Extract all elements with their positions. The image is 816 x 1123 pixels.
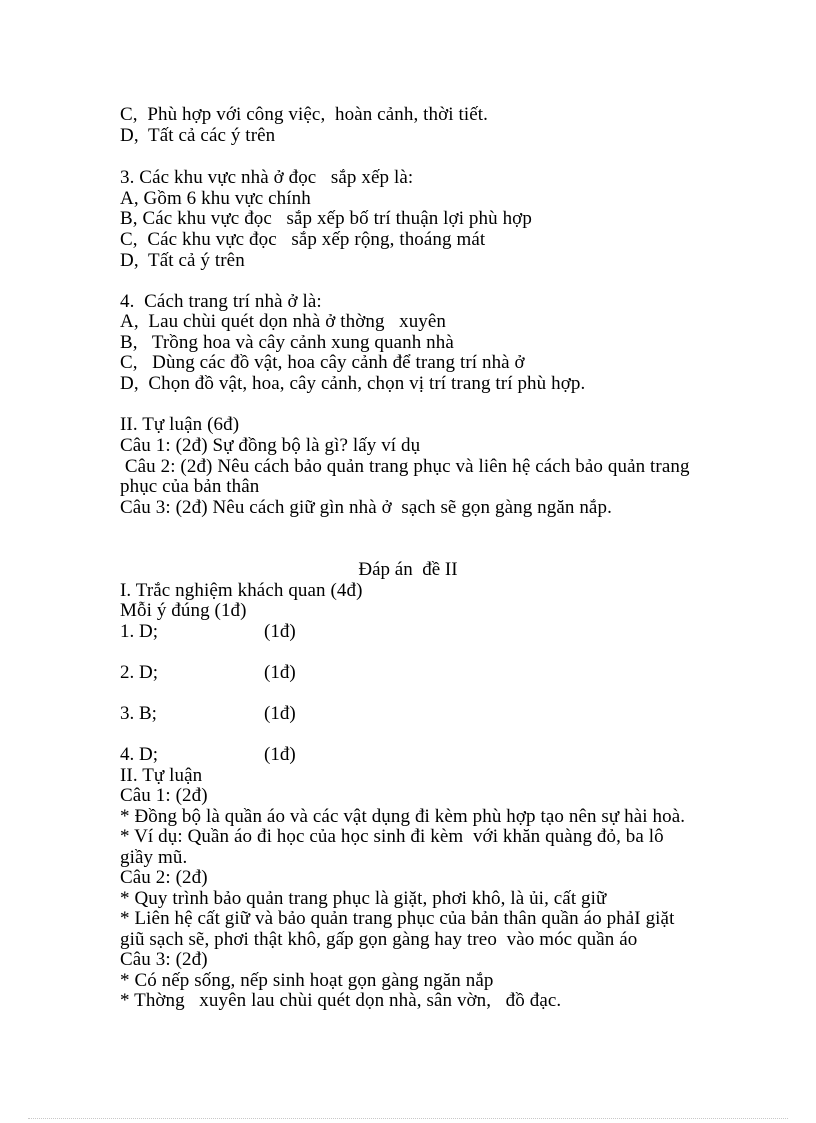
option-c-previous-question: C, Phù hợp với công việc, hoàn cảnh, thời tiết. — [120, 104, 489, 125]
answer-essay-line: * Liên hệ cất giữ và bảo quản trang phục của bản thân quần áo phảI giặt — [120, 908, 675, 929]
answer-essay-line: * Đồng bộ là quần áo và các vật dụng đi kèm phù hợp tạo nên sự hài hoà. — [120, 806, 686, 827]
essay-question-2-continued: phục của bản thân — [120, 476, 260, 497]
answer-2-score: (1đ) — [264, 662, 296, 683]
answer-essay-line: * Thờng xuyên lau chùi quét dọn nhà, sân vờn, đồ đạc. — [120, 990, 562, 1011]
question-4-option-d: D, Chọn đồ vật, hoa, cây cảnh, chọn vị trí trang trí phù hợp. — [120, 373, 586, 394]
option-d-previous-question: D, Tất cả các ý trên — [120, 125, 276, 146]
answer-key-title: Đáp án đề II — [358, 559, 458, 580]
question-4-option-a: A, Lau chùi quét dọn nhà ở thờng xuyên — [120, 311, 447, 332]
answer-3-number: 3. B; — [120, 703, 157, 724]
question-3-option-d: D, Tất cả ý trên — [120, 250, 245, 271]
objective-heading: I. Trắc nghiệm khách quan (4đ) — [120, 580, 363, 601]
question-3-stem: 3. Các khu vực nhà ở đọc sắp xếp là: — [120, 167, 414, 188]
answer-essay-line: Câu 1: (2đ) — [120, 785, 208, 806]
answer-essay-line: * Ví dụ: Quần áo đi học của học sinh đi kèm với khăn quàng đỏ, ba lô — [120, 826, 664, 847]
answer-3-score: (1đ) — [264, 703, 296, 724]
answer-essay-line: * Có nếp sống, nếp sinh hoạt gọn gàng ngăn nắp — [120, 970, 494, 991]
question-4-stem: 4. Cách trang trí nhà ở là: — [120, 291, 322, 312]
answer-4-number: 4. D; — [120, 744, 158, 765]
answer-4-score: (1đ) — [264, 744, 296, 765]
answer-essay-line: * Quy trình bảo quản trang phục là giặt, phơi khô, là ủi, cất giữ — [120, 888, 607, 909]
answer-essay-line: giầy mũ. — [120, 847, 188, 868]
answer-essay-heading: II. Tự luận — [120, 765, 203, 786]
answer-essay-line: Câu 3: (2đ) — [120, 949, 208, 970]
answer-1-number: 1. D; — [120, 621, 158, 642]
question-3-option-c: C, Các khu vực đọc sắp xếp rộng, thoáng mát — [120, 229, 486, 250]
essay-question-1: Câu 1: (2đ) Sự đồng bộ là gì? lấy ví dụ — [120, 435, 421, 456]
answer-essay-line: Câu 2: (2đ) — [120, 867, 208, 888]
question-4-option-b: B, Trồng hoa và cây cảnh xung quanh nhà — [120, 332, 454, 353]
answer-1-score: (1đ) — [264, 621, 296, 642]
question-3-option-a: A, Gồm 6 khu vực chính — [120, 188, 311, 209]
answer-essay-line: giũ sạch sẽ, phơi thật khô, gấp gọn gàng hay treo vào móc quần áo — [120, 929, 638, 950]
essay-question-2: Câu 2: (2đ) Nêu cách bảo quản trang phục và liên hệ cách bảo quản trang — [120, 456, 690, 477]
question-4-option-c: C, Dùng các đồ vật, hoa cây cảnh để trang trí nhà ở — [120, 352, 525, 373]
essay-question-3: Câu 3: (2đ) Nêu cách giữ gìn nhà ở sạch sẽ gọn gàng ngăn nắp. — [120, 497, 612, 518]
question-3-option-b: B, Các khu vực đọc sắp xếp bố trí thuận lợi phù hợp — [120, 208, 532, 229]
each-point-note: Mỗi ý đúng (1đ) — [120, 600, 247, 621]
page-bottom-divider — [28, 1118, 788, 1119]
answer-2-number: 2. D; — [120, 662, 158, 683]
essay-heading: II. Tự luận (6đ) — [120, 414, 240, 435]
